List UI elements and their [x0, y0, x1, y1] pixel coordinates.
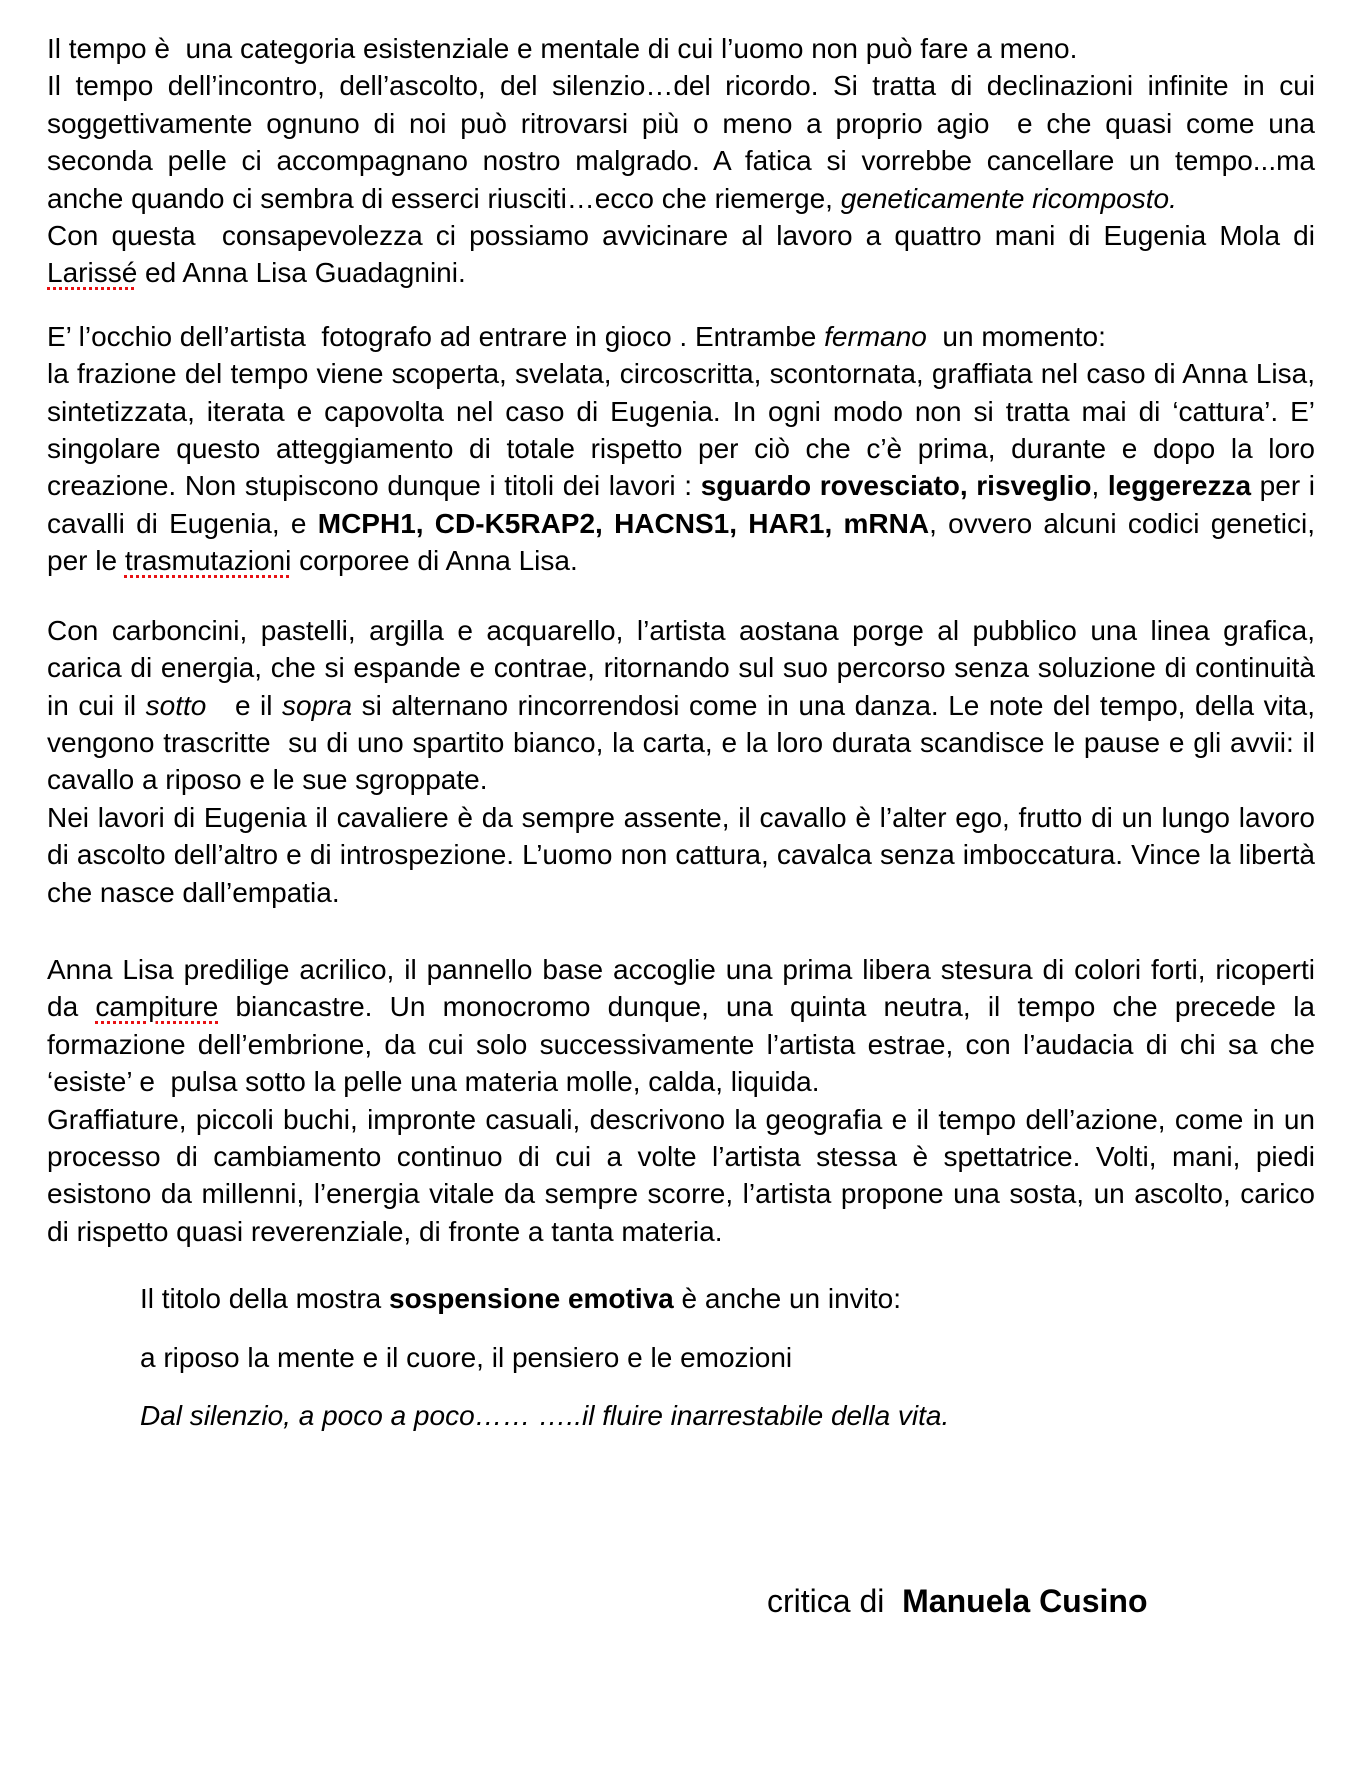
text-run: ,: [1091, 470, 1108, 502]
signature-author: Manuela Cusino: [902, 1583, 1148, 1620]
text-run: un momento:: [926, 320, 1106, 352]
paragraph-carboncini: [47, 612, 1323, 799]
text-run: la frazione del tempo viene scoperta, svelata, circoscritta, scontornata, graffiata nel caso di Anna Lisa, sintetizzata, iterata e capovolta nel caso di Eugenia. In ogni modo non si tratta mai di ‘cattura’. E’ singolare questo atteggiamento di totale rispetto per ciò che c’è prima, durante e dopo la loro creazione. Non stupiscono dunque i titoli dei lavori :: [47, 358, 1323, 502]
text-run: E’ l’occhio dell’artista fotografo ad entrare in gioco . Entrambe: [47, 320, 825, 352]
paragraph-occhio-artista: [47, 318, 1315, 355]
text-run: Con questa consapevolezza ci possiamo avvicinare al lavoro a quattro mani di Eugenia Mola di: [47, 220, 1323, 252]
misspelled-word-trasmutazioni: trasmutazioni: [124, 545, 292, 577]
text-run: Nei lavori di Eugenia il cavaliere è da sempre assente, il cavallo è l’alter ego, frutto di un lungo lavoro di ascolto dell’altro e di introspezione. L’uomo non cattura, cavalca senza imboccatura. Vince la libertà che nasce dall’empatia.: [47, 801, 1323, 908]
text-run: ed Anna Lisa Guadagnini.: [137, 257, 466, 289]
misspelled-word-campiture: campiture: [95, 991, 219, 1023]
text-run: Anna Lisa predilige acrilico, il pannello base accoglie una prima libera stesura di colori forti, ricoperti da: [47, 953, 1323, 1023]
misspelled-word-larisse: Larissé: [47, 257, 138, 289]
text-run: a riposo la mente e il cuore, il pensiero e le emozioni: [140, 1341, 793, 1373]
paragraph-tempo-categoria: [47, 30, 1315, 67]
text-run: MCPH1, CD-K5RAP2, HACNS1, HAR1, mRNA: [317, 507, 930, 539]
text-run: sopra: [282, 689, 353, 721]
text-run: Graffiature, piccoli buchi, impronte casuali, descrivono la geografia e il tempo dell’azione, come in un processo di cambiamento continuo di cui a volte l’artista stessa è spettatrice. Volti, mani, piedi esistono da millenni, l’energia vitale da sempre scorre, l’artista propone una sosta, un ascolto, carico di rispetto quasi reverenziale, di fronte a tanta materia.: [47, 1103, 1323, 1247]
text-run: , ovvero alcuni codici genetici, per le: [47, 507, 1323, 577]
paragraph-frazione-tempo: [47, 355, 1323, 579]
paragraph-consapevolezza: [47, 217, 1323, 292]
text-run: sguardo rovesciato, risveglio: [700, 470, 1092, 502]
text-run: Con carboncini, pastelli, argilla e acquarello, l’artista aostana porge al pubblico una linea grafica, carica di energia, che si espande e contrae, ritornando sul suo percorso senza soluzione di continuità in cui il: [47, 614, 1323, 721]
text-run: sotto: [145, 689, 207, 721]
text-run: Il tempo è una categoria esistenziale e mentale di cui l’uomo non può fare a meno.: [47, 33, 1078, 64]
text-run: si alternano rincorrendosi come in una danza. Le note del tempo, della vita, vengono trascritte su di uno spartito bianco, la carta, e la loro durata scandisce le pause e gli avvii: il cavallo a riposo e le sue sgroppate.: [47, 689, 1323, 796]
text-run: Dal silenzio, a poco a poco…… …..il fluire inarrestabile della vita.: [140, 1400, 950, 1431]
paragraph-dal-silenzio: [140, 1397, 1315, 1434]
text-run: critica di: [767, 1583, 903, 1620]
text-run: Il titolo della mostra: [140, 1283, 389, 1315]
paragraph-tempo-incontro: [47, 67, 1323, 217]
text-run: biancastre. Un monocromo dunque, una quinta neutra, il tempo che precede la formazione dell’embrione, da cui solo successivamente l’artista estrae, con l’audacia di chi sa che ‘esiste’ e pulsa sotto la pelle una materia molle, calda, liquida.: [47, 991, 1323, 1098]
text-run: è anche un invito:: [673, 1283, 902, 1315]
text-run: geneticamente ricomposto.: [840, 182, 1177, 214]
text-run: leggerezza: [1107, 470, 1252, 502]
paragraph-anna-lisa-acrilico: [47, 951, 1323, 1101]
paragraph-titolo-mostra: [140, 1280, 1315, 1317]
paragraph-a-riposo: [140, 1339, 1315, 1376]
text-run: e il: [206, 689, 283, 721]
document-text: [47, 30, 1323, 1621]
text-run: per i cavalli di Eugenia, e: [47, 470, 1323, 539]
text-run: sospensione emotiva: [389, 1283, 674, 1315]
text-run: fermano: [824, 320, 927, 352]
text-run: Il tempo dell’incontro, dell’ascolto, del silenzio…del ricordo. Si tratta di declinazioni infinite in cui soggettivamente ognuno di noi può ritrovarsi più o meno a proprio agio e che quasi come una seconda pelle ci accompagnano nostro malgrado. A fatica si vorrebbe cancellare un tempo...ma anche quando ci sembra di esserci riusciti…ecco che riemerge,: [47, 70, 1323, 214]
paragraph-lavori-eugenia: [47, 799, 1323, 911]
signature-line: [767, 1581, 1315, 1621]
text-run: corporee di Anna Lisa.: [291, 545, 578, 577]
paragraph-graffiature: [47, 1101, 1323, 1251]
